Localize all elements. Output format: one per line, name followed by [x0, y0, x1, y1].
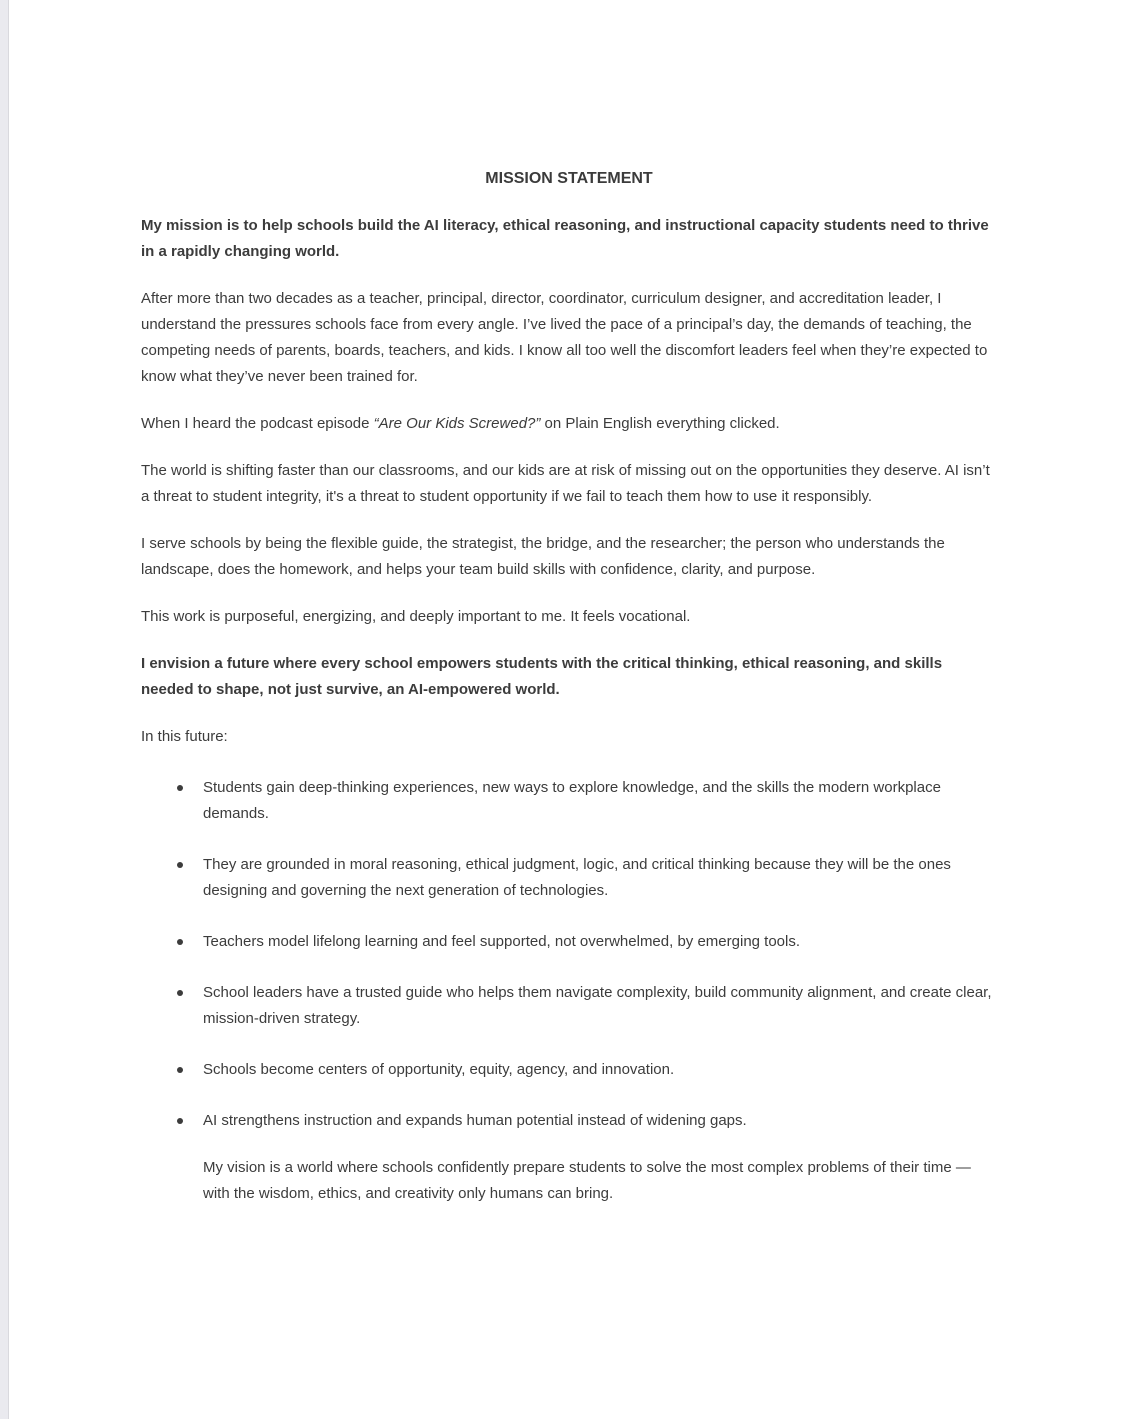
paragraph-podcast — [141, 411, 997, 437]
list-item-teachers — [141, 929, 997, 955]
bullet-icon — [177, 939, 183, 945]
paragraph-world-shifting: The world is shifting faster than our classrooms, and our kids are at risk of missing out on the opportunities they deserve. AI isn’t a threat to student integrity, it's a threat to student opportunity if we fail to teach them how to use it responsibly. — [141, 462, 994, 505]
list-item-text: Students gain deep-thinking experiences, new ways to explore knowledge, and the skills the modern workplace demands. — [203, 779, 946, 822]
bullet-icon — [177, 1067, 183, 1073]
podcast-episode-title: “Are Our Kids Screwed?” — [373, 415, 541, 432]
list-item-grounded — [141, 852, 997, 904]
list-item-text: Schools become centers of opportunity, equity, agency, and innovation. — [203, 1061, 675, 1078]
paragraph-serve-schools: I serve schools by being the flexible guide, the strategist, the bridge, and the researcher; the person who understands the landscape, does the homework, and helps your team build skills with confidence, clarity, and purpose. — [141, 535, 949, 578]
list-item-schools-centers — [141, 1057, 997, 1083]
left-gutter — [0, 0, 9, 1419]
future-bullet-list — [141, 775, 997, 1134]
bullet-icon — [177, 785, 183, 791]
paragraph-future-intro: In this future: — [141, 728, 228, 745]
document-page — [141, 168, 997, 1207]
paragraph-experience: After more than two decades as a teacher, principal, director, coordinator, curriculum designer, and accreditation leader, I understand the pressures schools face from every angle. I’ve lived the pace of a principal’s day, the demands of teaching, the competing needs of parents, boards, teachers, and kids. I know all too well the discomfort leaders feel when they’re expected to know what they’ve never been trained for. — [141, 290, 992, 385]
bullet-icon — [177, 1118, 183, 1124]
list-item-students — [141, 775, 997, 827]
list-item-ai-strengthens — [141, 1108, 997, 1134]
bullet-icon — [177, 990, 183, 996]
podcast-text-pre: When I heard the podcast episode — [141, 415, 374, 432]
paragraph-vocational: This work is purposeful, energizing, and deeply important to me. It feels vocational. — [141, 608, 691, 625]
paragraph-vision-bold: I envision a future where every school empowers students with the critical thinking, ethical reasoning, and skills needed to shape, not just survive, an AI-empowered world. — [141, 655, 951, 698]
podcast-text-post: on Plain English everything clicked. — [540, 415, 780, 432]
list-item-school-leaders — [141, 980, 997, 1032]
bullet-icon — [177, 862, 183, 868]
document-title: MISSION STATEMENT — [485, 170, 653, 187]
list-item-text: School leaders have a trusted guide who helps them navigate complexity, build community alignment, and create clear, mission-driven strategy. — [203, 984, 996, 1027]
list-item-text: They are grounded in moral reasoning, ethical judgment, logic, and critical thinking because they will be the ones designing and governing the next generation of technologies. — [203, 856, 956, 899]
paragraph-mission-statement: My mission is to help schools build the AI literacy, ethical reasoning, and instructional capacity students need to thrive in a rapidly changing world. — [141, 217, 993, 260]
list-item-text: AI strengthens instruction and expands human potential instead of widening gaps. — [203, 1112, 747, 1129]
paragraph-closing-vision: My vision is a world where schools confidently prepare students to solve the most complex problems of their time — with the wisdom, ethics, and creativity only humans can bring. — [203, 1159, 976, 1202]
list-item-text: Teachers model lifelong learning and feel supported, not overwhelmed, by emerging tools. — [203, 933, 801, 950]
